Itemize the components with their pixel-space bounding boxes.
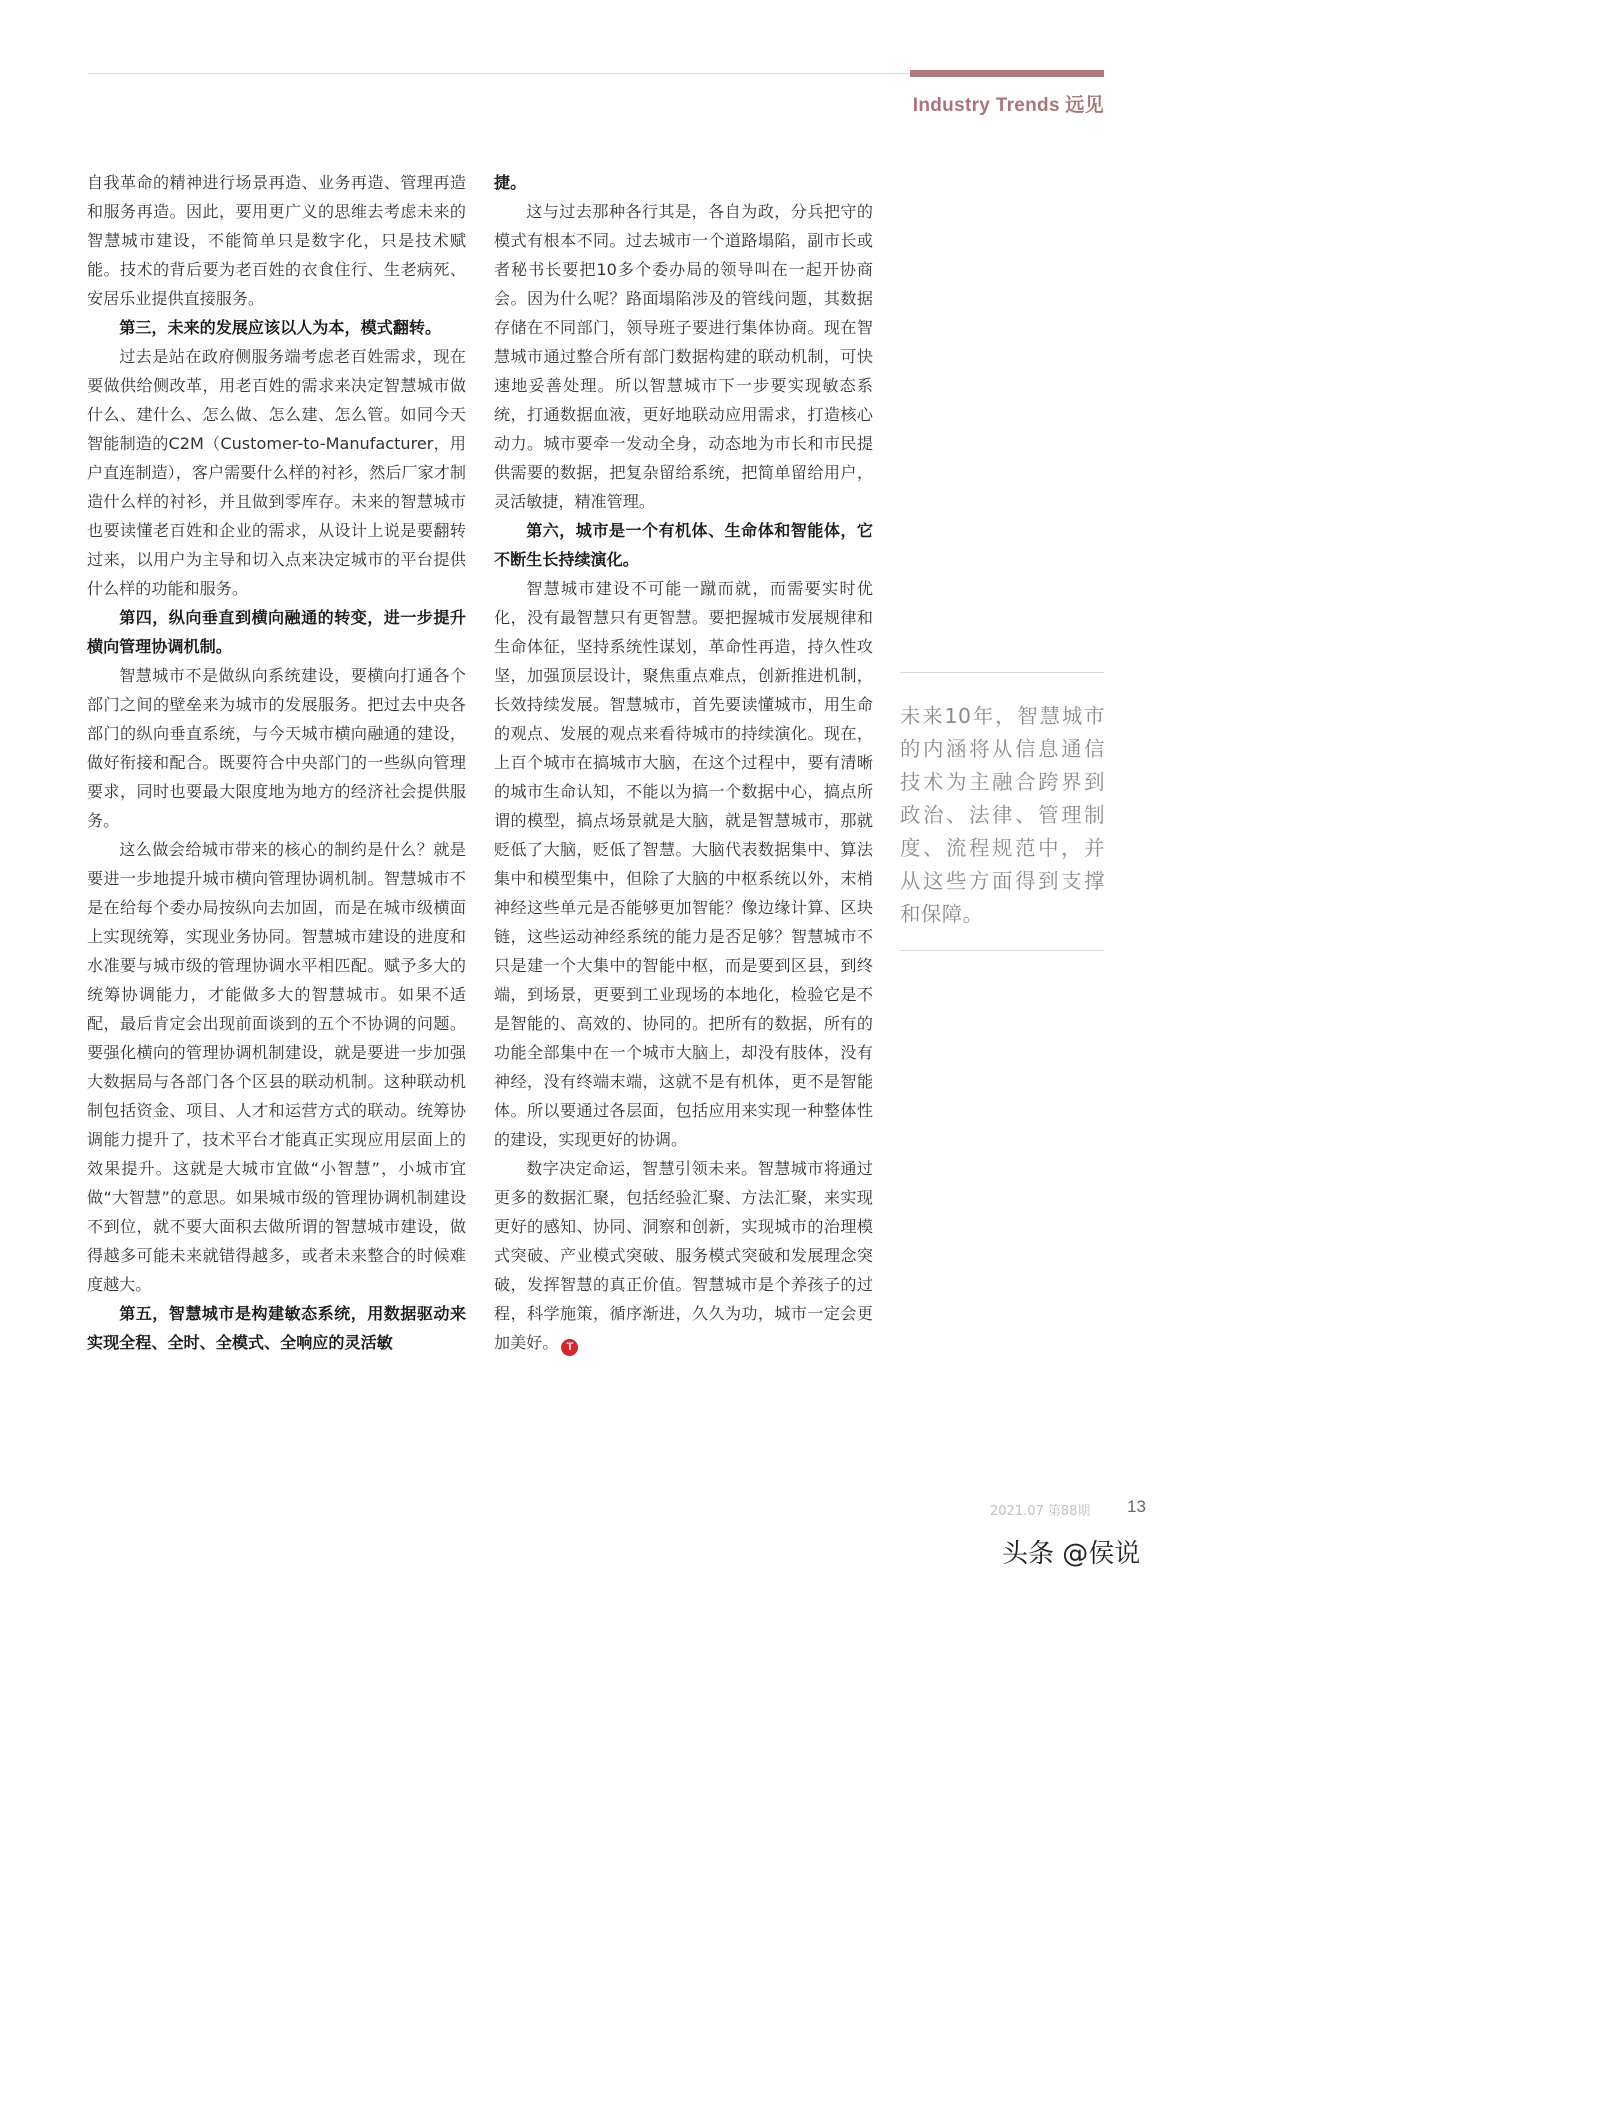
paragraph: 过去是站在政府侧服务端考虑老百姓需求，现在要做供给侧改革，用老百姓的需求来决定智慧城市做什么、建什么、怎么做、怎么建、怎么管。如同今天智能制造的C2M（Customer-to-Manufacturer，用户直连制造），客户需要什么样的衬衫，然后厂家才制造什么样的衬衫，并且做到零库存。未来的智慧城市也要读懂老百姓和企业的需求，从设计上说是要翻转过来，以用户为主导和切入点来决定城市的平台提供什么样的功能和服务。: [87, 347, 466, 598]
page-number: 13: [1127, 1497, 1146, 1516]
section-heading: 第三，未来的发展应该以人为本，模式翻转。: [119, 318, 442, 337]
watermark: 头条 @侯说: [1002, 1539, 1141, 1569]
section-heading: 第五，智慧城市是构建敏态系统，用数据驱动来实现全程、全时、全模式、全响应的灵活敏: [87, 1304, 466, 1352]
paragraph: 智慧城市建设不可能一蹴而就，而需要实时优化，没有最智慧只有更智慧。要把握城市发展规律和生命体征，坚持系统性谋划，革命性再造，持久性攻坚，加强顶层设计，聚焦重点难点，创新推进机制，长效持续发展。智慧城市，首先要读懂城市，用生命的观点、发展的观点来看待城市的持续演化。现在，上百个城市在搞城市大脑，在这个过程中，要有清晰的城市生命认知，不能以为搞一个数据中心，搞点所谓的模型，搞点场景就是大脑，就是智慧城市，那就贬低了大脑，贬低了智慧。大脑代表数据集中、算法集中和模型集中，但除了大脑的中枢系统以外，末梢神经这些单元是否能够更加智能？像边缘计算、区块链，这些运动神经系统的能力是否足够？智慧城市不只是建一个大集中的智能中枢，而是要到区县，到终端，到场景，更要到工业现场的本地化，检验它是不是智能的、高效的、协同的。把所有的数据，所有的功能全部集中在一个城市大脑上，却没有肢体，没有神经，没有终端末端，这就不是有机体，更不是智能体。所以要通过各层面，包括应用来实现一种整体性的建设，实现更好的协调。: [494, 579, 873, 1149]
pull-quote-bottom-rule: [900, 950, 1104, 951]
closing-paragraph: [494, 1154, 873, 1357]
section-heading: 第四，纵向垂直到横向融通的转变，进一步提升横向管理协调机制。: [87, 608, 466, 656]
pull-quote: 未来10年，智慧城市的内涵将从信息通信技术为主融合跨界到政治、法律、管理制度、流程规范中，并从这些方面得到支撑和保障。: [900, 704, 1105, 926]
paragraph: 这与过去那种各行其是，各自为政，分兵把守的模式有根本不同。过去城市一个道路塌陷，副市长或者秘书长要把10多个委办局的领导叫在一起开协商会。因为什么呢？路面塌陷涉及的管线问题，其数据存储在不同部门，领导班子要进行集体协商。现在智慧城市通过整合所有部门数据构建的联动机制，可快速地妥善处理。所以智慧城市下一步要实现敏态系统，打通数据血液，更好地联动应用需求，打造核心动力。城市要牵一发动全身，动态地为市长和市民提供需要的数据，把复杂留给系统，把简单留给用户，灵活敏捷，精准管理。: [494, 202, 873, 511]
issue-date: 2021.07 第88期: [990, 1504, 1091, 1519]
header-accent-bar: [910, 70, 1104, 77]
end-of-article-icon: T: [561, 1339, 578, 1356]
closing-text: 数字决定命运，智慧引领未来。智慧城市将通过更多的数据汇聚，包括经验汇聚、方法汇聚，来实现更好的感知、协同、洞察和创新，实现城市的治理模式突破、产业模式突破、服务模式突破和发展理念突破，发挥智慧的真正价值。智慧城市是个养孩子的过程，科学施策，循序渐进，久久为功，城市一定会更加美好。: [494, 1159, 873, 1352]
section-heading-continued: 捷。: [494, 173, 527, 192]
pull-quote-top-rule: [900, 672, 1104, 673]
section-label: Industry Trends 远见: [912, 95, 1104, 116]
section-heading: 第六，城市是一个有机体、生命体和智能体，它不断生长持续演化。: [494, 521, 873, 569]
right-column: [494, 168, 873, 1357]
left-column: [87, 168, 466, 1357]
paragraph: 自我革命的精神进行场景再造、业务再造、管理再造和服务再造。因此，要用更广义的思维去考虑未来的智慧城市建设，不能简单只是数字化，只是技术赋能。技术的背后要为老百姓的衣食住行、生老病死、安居乐业提供直接服务。: [87, 173, 466, 308]
paragraph: 这么做会给城市带来的核心的制约是什么？就是要进一步地提升城市横向管理协调机制。智慧城市不是在给每个委办局按纵向去加固，而是在城市级横面上实现统筹，实现业务协同。智慧城市建设的进度和水准要与城市级的管理协调水平相匹配。赋予多大的统筹协调能力，才能做多大的智慧城市。如果不适配，最后肯定会出现前面谈到的五个不协调的问题。要强化横向的管理协调机制建设，就是要进一步加强大数据局与各部门各个区县的联动机制。这种联动机制包括资金、项目、人才和运营方式的联动。统筹协调能力提升了，技术平台才能真正实现应用层面上的效果提升。这就是大城市宜做“小智慧”，小城市宜做“大智慧”的意思。如果城市级的管理协调机制建设不到位，就不要大面积去做所谓的智慧城市建设，做得越多可能未来就错得越多，或者未来整合的时候难度越大。: [87, 840, 466, 1294]
paragraph: 智慧城市不是做纵向系统建设，要横向打通各个部门之间的壁垒来为城市的发展服务。把过去中央各部门的纵向垂直系统，与今天城市横向融通的建设，做好衔接和配合。既要符合中央部门的一些纵向管理要求，同时也要最大限度地为地方的经济社会提供服务。: [87, 666, 466, 830]
